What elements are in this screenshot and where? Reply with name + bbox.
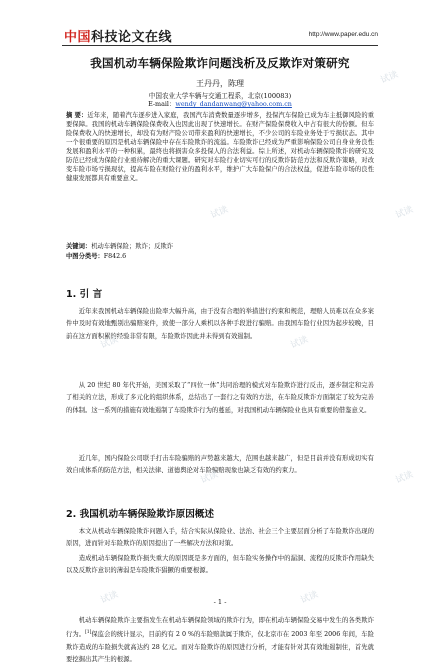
abstract-label: 摘 要： (66, 112, 88, 119)
paragraph-text: 保监会的统计显示，目前约有 2 0 %的车险赔款属于欺诈，仅北京市在 2003 年至 2006 年间，车险欺诈造成的车险损失就高达约 28 亿元。而对车险欺诈的原因进行分析，才能有针对其有效地遏制住，首先就要挖掘出其产生的根源。 (66, 631, 374, 663)
page-number: - 1 - (213, 598, 227, 606)
watermark: 试读 (379, 69, 400, 86)
paper-title: 我国机动车辆保险欺诈问题浅析及反欺诈对策研究 (90, 56, 350, 70)
watermark: 试读 (394, 204, 415, 221)
paper-affiliation: 中国农业大学车辆与交通工程系，北京(100083) (148, 92, 292, 100)
email-link[interactable]: wendy_dandanwang@yahoo.com.cn (175, 100, 292, 108)
clc-label: 中图分类号： (66, 253, 104, 260)
watermark: 试读 (299, 589, 320, 606)
section-heading-intro (66, 286, 102, 300)
email-label: E-mail： (148, 100, 176, 108)
section-number: 1. (66, 289, 77, 300)
keywords (66, 241, 173, 250)
paragraph: 造成机动车辆保险欺诈损失重大的原因既是多方面的，但车险实务操作中的漏洞、流程的反欺诈作用缺失以及反欺诈意识的薄弱是车险欺诈猖獗的重要根源。 (66, 555, 374, 575)
watermark: 试读 (99, 334, 120, 351)
paper-authors: 王丹丹，陈理 (196, 79, 244, 88)
clc-number (66, 251, 126, 260)
logo-main: 科技论文在线 (91, 30, 173, 45)
logo-prefix: 中国 (64, 30, 92, 45)
citation-marker[interactable]: [1] (85, 630, 92, 636)
paper-email-line (0, 99, 440, 108)
watermark: 试读 (394, 469, 415, 486)
section-heading-causes (66, 506, 214, 520)
paragraph: 近年来我国机动车辆保险出险率大幅升高，由于没有合理的举措进行约束和规范，理赔人员难以在众多案件中及时有效地甄别出骗赔案件，致使一部分人乘机以各种手段进行骗赔。由我国车险行业因为起步较晚，目前在这方面积累的经验非常有限，车险欺诈因此并未得到有效遏制。 (66, 308, 374, 340)
section-number: 2. (66, 509, 77, 520)
watermark: 试读 (209, 204, 230, 221)
keywords-text: 机动车辆保险；欺诈；反欺诈 (91, 243, 174, 250)
keywords-label: 关键词： (66, 243, 92, 250)
header-rule (62, 45, 378, 46)
abstract (66, 111, 374, 183)
paragraph: 本文从机动车辆保险欺诈问题入手，结合实际从保险业、法治、社会三个主要层面分析了车险欺诈出现的原因，进而针对车险欺诈的原因提出了一些解决方法和对策。 (66, 528, 374, 548)
section-title: 引 言 (79, 289, 103, 300)
site-logo[interactable] (64, 26, 172, 45)
watermark: 试读 (289, 334, 310, 351)
paragraph: 近几年，国内保险公司联手打击车险骗赔的声势越来越大，范围也越来越广，但是目前并没有形成切实有效自成体系的防范方法，相关法律、道德舆论对车险骗赔现象也缺乏有效的约束力。 (66, 455, 374, 475)
paragraph-text: 机动车辆保险欺诈主要指发生在机动车辆保险领域的欺诈行为，即在机动车辆保险交易中发生的各类欺诈行为。 (66, 617, 374, 639)
watermark: 试读 (99, 589, 120, 606)
watermark: 试读 (199, 469, 220, 486)
paragraph: 从 20 世纪 80 年代开始，美国采取了“四位一体”共同治理的模式对车险欺诈进行反击，逐步制定和完善了相关的立法，形成了多元化的组织体系，总结出了一套行之有效的方法，在车险反欺诈方面制定了较为完善的体制。这一系列的措施有效地遏制了车险欺诈行为的蔓延，对我国机动车辆保险业也具有重要的借鉴意义。 (66, 382, 374, 414)
section-title: 我国机动车辆保险欺诈原因概述 (79, 509, 214, 520)
paragraph (66, 615, 374, 666)
abstract-text: 近年来，随着汽车逐步进入家庭，我国汽车消费数量逐步增多，投保汽车保险已成为车主抵御风险的重要保障。我国的机动车辆保险保费收入也因此出现了快速增长。在财产保险保费收入中占有很大的份额。但车险保费收入的快速增长，却没有为财产险公司带来盈利的快速增长，不少公司的车险业务处于亏损状态。其中一个很重要的原因是机动车辆保险中存在车险欺诈的流溢。车险欺诈已经成为严重影响保险公司自身业务良性发展和盈利水平的一种积累，最终也将损害众多投保人的合法利益。综上所述，对机动车辆保险欺诈的研究及防范已经成为保险行业亟待解决的重大课题。研究对车险行业切实可行的反欺诈防范方法和反欺诈策略，对改变车险市场亏损现状，提高车险在财险行业的盈利水平，维护广大车险保户的合法权益，促进车险市场的良性健康发展都具有重要意义。 (66, 112, 375, 183)
clc-text: F842.6 (103, 253, 127, 260)
site-url[interactable]: http://www.paper.edu.cn (308, 31, 378, 38)
